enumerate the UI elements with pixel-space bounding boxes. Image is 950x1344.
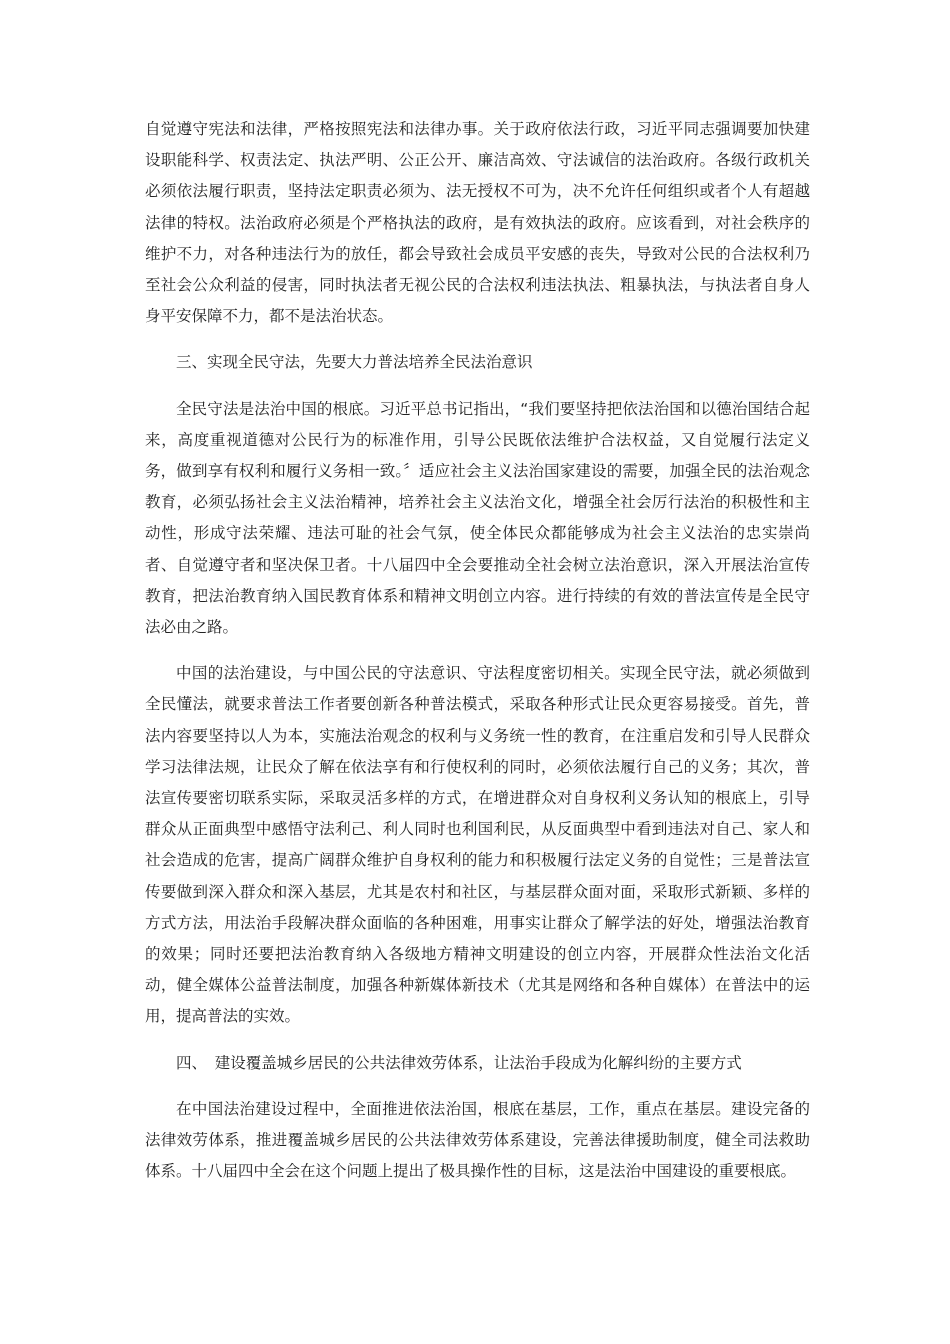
section-heading-four: 四、 建设覆盖城乡居民的公共法律效劳体系，让法治手段成为化解纠纷的主要方式 <box>176 1053 742 1072</box>
paragraph-continuation: 自觉遵守宪法和法律，严格按照宪法和法律办事。关于政府依法行政，习近平同志强调要加快建设职能科学、权责法定、执法严明、公正公开、廉洁高效、守法诚信的法治政府。各级行政机关必须依法履行职责，坚持法定职责必须为、法无授权不可为，决不允许任何组织或者个人有超越法律的特权。法治政府必须是个严格执法的政府，是有效执法的政府。应该看到，对社会秩序的维护不力，对各种违法行为的放任，都会导致社会成员平安感的丧失，导致对公民的合法权利乃至社会公众利益的侵害，同时执法者无视公民的合法权利违法执法、粗暴执法，与执法者自身人身平安保障不力，都不是法治状态。 <box>145 120 810 326</box>
paragraph-public-legal-service: 在中国法治建设过程中，全面推进依法治国，根底在基层，工作，重点在基层。建设完备的法律效劳体系，推进覆盖城乡居民的公共法律效劳体系建设，完善法律援助制度，健全司法救助体系。十八届四中全会在这个问题上提出了极具操作性的目标，这是法治中国建设的重要根底。 <box>145 1099 810 1181</box>
document-body <box>145 114 810 1188</box>
paragraph-legal-education: 中国的法治建设，与中国公民的守法意识、守法程度密切相关。实现全民守法，就必须做到全民懂法，就要求普法工作者要创新各种普法模式，采取各种形式让民众更容易接受。首先，普法内容要坚持以人为本，实施法治观念的权利与义务统一性的教育，在注重启发和引导人民群众学习法律法规，让民众了解在依法享有和行使权利的同时，必须依法履行自己的义务；其次，普法宣传要密切联系实际，采取灵活多样的方式，在增进群众对自身权利义务认知的根底上，引导群众从正面典型中感悟守法利己、利人同时也利国利民，从反面典型中看到违法对自己、家人和社会造成的危害，提高广阔群众维护自身权利的能力和积极履行法定义务的自觉性；三是普法宣传要做到深入群众和深入基层，尤其是农村和社区，与基层群众面对面，采取形式新颖、多样的方式方法，用法治手段解决群众面临的各种困难，用事实让群众了解学法的好处，增强法治教育的效果；同时还要把法治教育纳入各级地方精神文明建设的创立内容，开展群众性法治文化活动，健全媒体公益普法制度，加强各种新媒体新技术（尤其是网络和各种自媒体）在普法中的运用，提高普法的实效。 <box>145 664 810 1026</box>
paragraph-universal-law-abiding: 全民守法是法治中国的根底。习近平总书记指出，“我们要坚持把依法治国和以德治国结合起来，高度重视道德对公民行为的标准作用，引导公民既依法维护合法权益，又自觉履行法定义务，做到享有权利和履行义务相一致。〞适应社会主义法治国家建设的需要，加强全民的法治观念教育，必须弘扬社会主义法治精神，培养社会主义法治文化，增强全社会厉行法治的积极性和主动性，形成守法荣耀、违法可耻的社会气氛，使全体民众都能够成为社会主义法治的忠实崇尚者、自觉遵守者和坚决保卫者。十八届四中全会要推动全社会树立法治意识，深入开展法治宣传教育，把法治教育纳入国民教育体系和精神文明创立内容。进行持续的有效的普法宣传是全民守法必由之路。 <box>145 399 810 637</box>
section-heading-three: 三、实现全民守法，先要大力普法培养全民法治意识 <box>176 353 533 372</box>
